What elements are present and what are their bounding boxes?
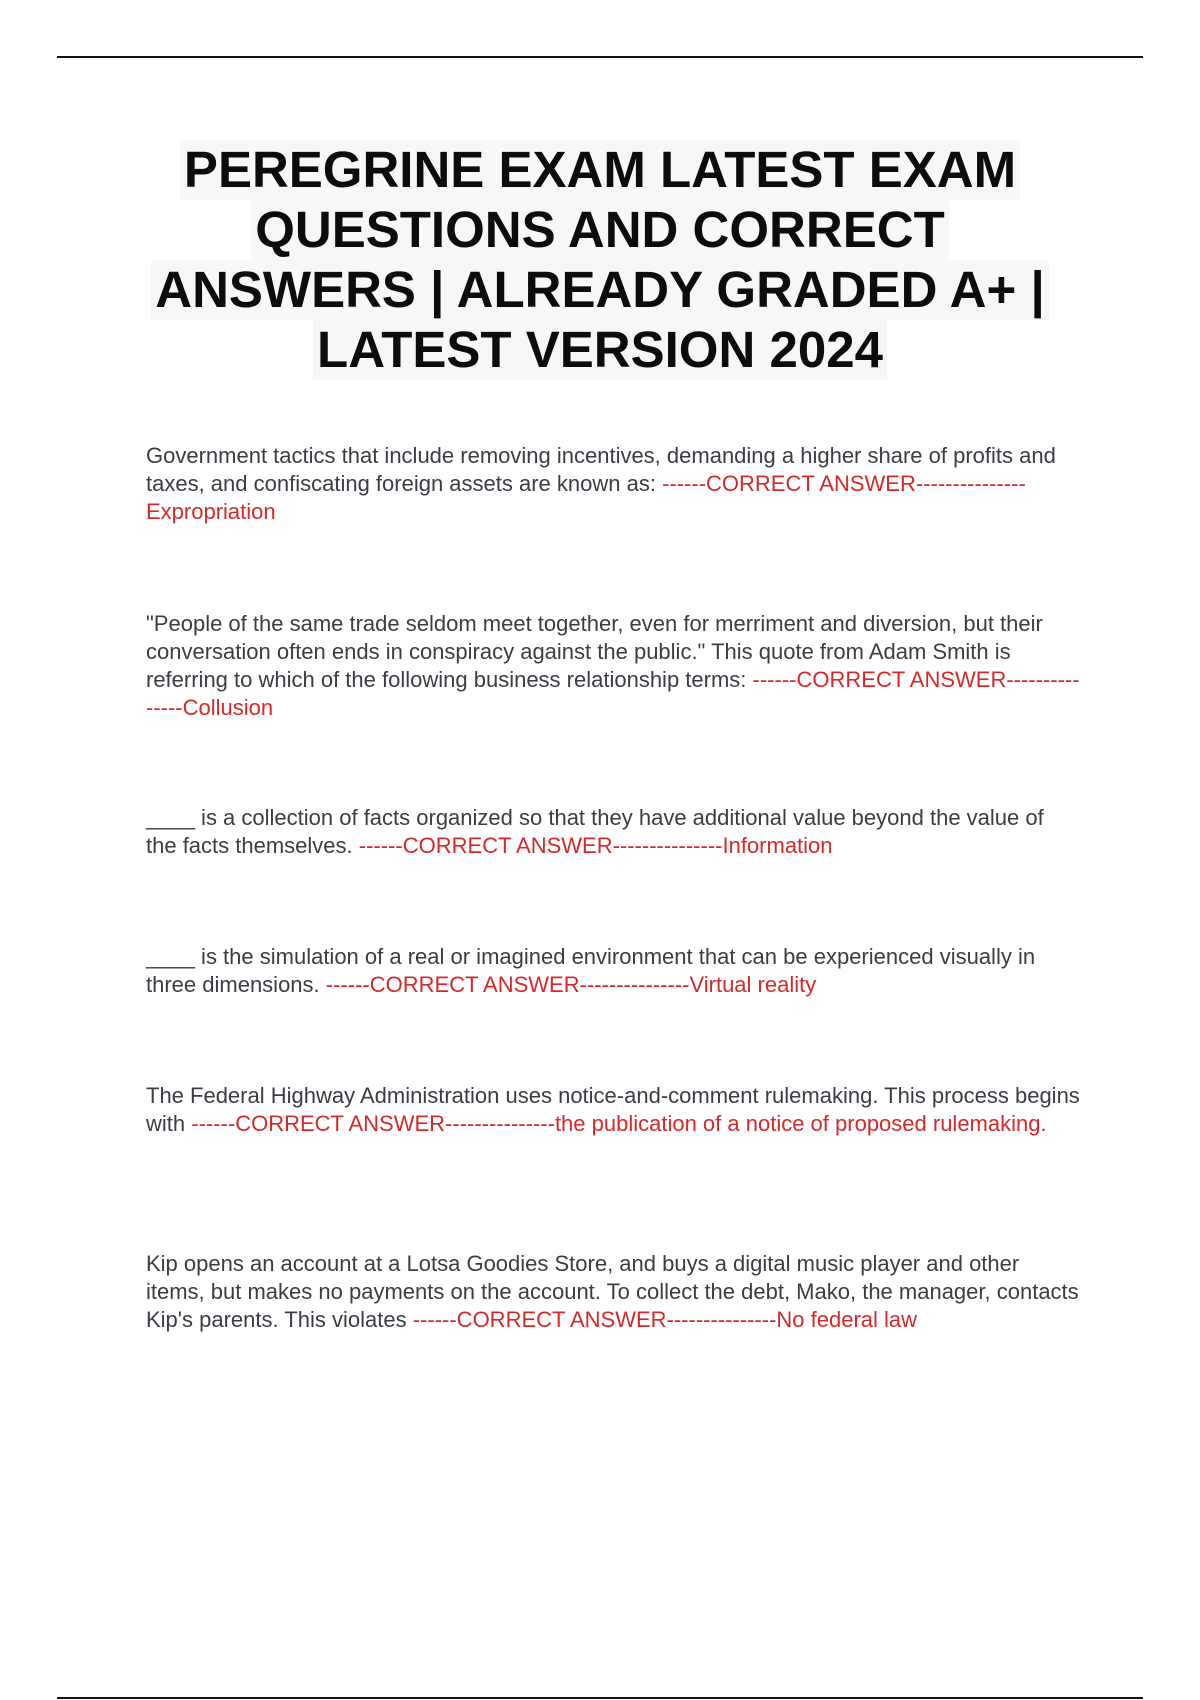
footer-rule (57, 1697, 1143, 1699)
qa-item (146, 943, 1080, 999)
qa-item (146, 610, 1080, 722)
title-line: LATEST VERSION 2024 (313, 320, 887, 380)
correct-answer-text: ------CORRECT ANSWER---------------Collusion (146, 667, 1080, 720)
title-line: PEREGRINE EXAM LATEST EXAM (180, 140, 1020, 200)
question-text: "People of the same trade seldom meet together, even for merriment and diversion, but their conversation often ends in conspiracy against the public." This quote from Adam Smith is referring to which of the following business relationship terms: (146, 611, 1043, 692)
title-line: ANSWERS | ALREADY GRADED A+ | (151, 260, 1049, 320)
correct-answer-text: ------CORRECT ANSWER---------------Information (358, 833, 833, 858)
correct-answer-text: ------CORRECT ANSWER---------------No federal law (412, 1307, 918, 1332)
question-text: Government tactics that include removing incentives, demanding a higher share of profits and taxes, and confiscating foreign assets are known as: (146, 443, 1056, 496)
header-rule (57, 56, 1143, 58)
title-line: QUESTIONS AND CORRECT (251, 200, 948, 260)
qa-item (146, 1082, 1080, 1138)
document-title (100, 140, 1100, 380)
qa-item (146, 442, 1080, 526)
question-text: Kip opens an account at a Lotsa Goodies Store, and buys a digital music player and other items, but makes no payments on the account. To collect the debt, Mako, the manager, contacts Kip's parents. This violates (146, 1251, 1079, 1332)
qa-item (146, 1250, 1080, 1334)
correct-answer-text: ------CORRECT ANSWER---------------Virtual reality (325, 972, 817, 997)
qa-item (146, 804, 1080, 860)
question-text: ____ is a collection of facts organized so that they have additional value beyond the value of the facts themselves. (146, 805, 1044, 858)
correct-answer-text: ------CORRECT ANSWER---------------the publication of a notice of proposed rulemaking. (191, 1111, 1047, 1136)
question-text: The Federal Highway Administration uses notice-and-comment rulemaking. This process begins with (146, 1083, 1080, 1136)
correct-answer-text: ------CORRECT ANSWER---------------Expropriation (146, 471, 1026, 524)
question-text: ____ is the simulation of a real or imagined environment that can be experienced visually in three dimensions. (146, 944, 1036, 997)
